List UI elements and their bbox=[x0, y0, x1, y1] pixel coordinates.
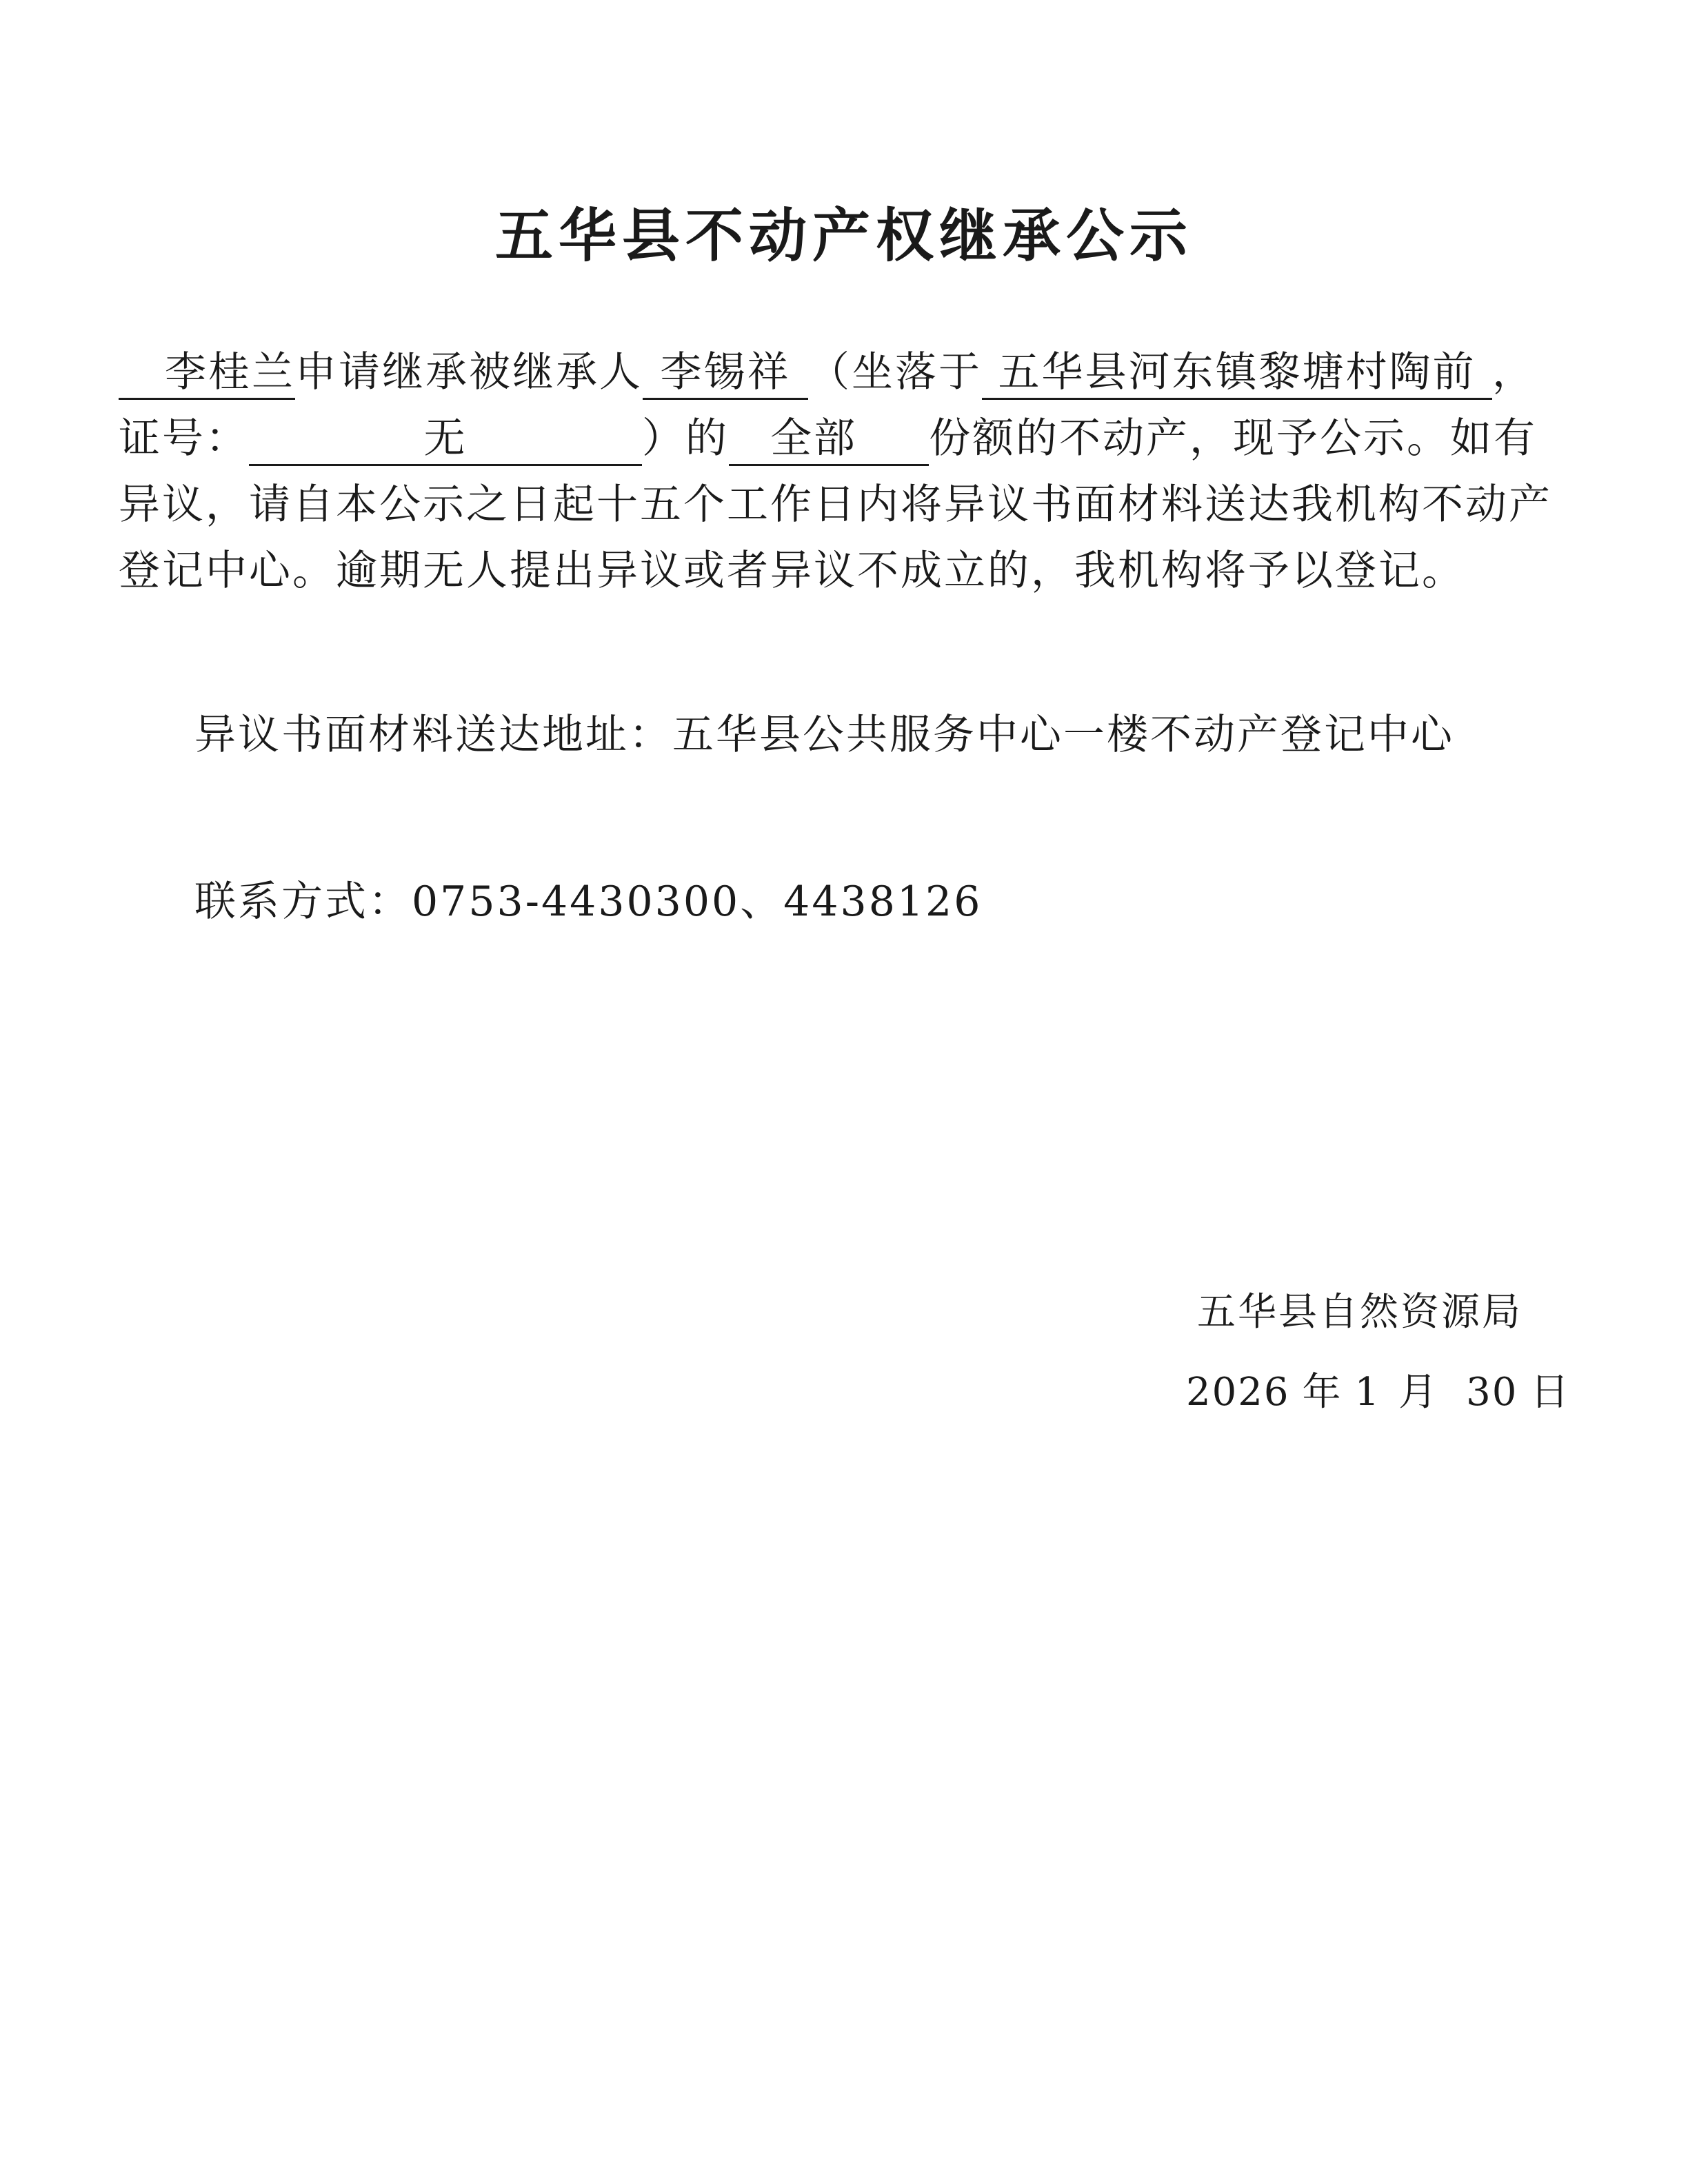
objection-address-value: 五华县公共服务中心一楼不动产登记中心 bbox=[672, 711, 1454, 759]
body-text-location-open: （坐落于 bbox=[808, 348, 982, 396]
issue-date bbox=[1186, 1365, 1570, 1420]
deceased-name: 李锡祥 bbox=[643, 347, 808, 400]
date-year-unit: 年 bbox=[1302, 1370, 1343, 1415]
date-day-unit: 日 bbox=[1530, 1370, 1571, 1415]
date-day: 30 bbox=[1466, 1370, 1518, 1415]
date-year: 2026 bbox=[1186, 1370, 1290, 1415]
date-month-unit: 月 bbox=[1398, 1370, 1439, 1415]
inheritance-share: 全部 bbox=[729, 413, 929, 466]
objection-address bbox=[194, 707, 1454, 762]
property-location: 五华县河东镇黎塘村陶前 bbox=[982, 347, 1492, 400]
body-text-of: ）的 bbox=[642, 414, 729, 463]
applicant-name: 李桂兰 bbox=[119, 347, 295, 400]
date-month: 1 bbox=[1354, 1370, 1381, 1415]
contact-info bbox=[194, 874, 982, 929]
notice-body bbox=[119, 339, 1569, 604]
page-title: 五华县不动产权继承公示 bbox=[494, 201, 1193, 270]
body-text-comma: ， bbox=[1492, 348, 1536, 396]
contact-label: 联系方式： bbox=[194, 878, 412, 926]
body-text-main: 份额的不动产，现予公示。如有异议，请自本公示之日起十五个工作日内将异议书面材料送达我机构不动产登记中心。逾期无人提出异议或者异议不成立的，我机构将予以登记。 bbox=[119, 414, 1552, 595]
issuing-authority: 五华县自然资源局 bbox=[1197, 1290, 1523, 1335]
certificate-label: 证号： bbox=[119, 414, 249, 463]
certificate-number: 无 bbox=[249, 413, 642, 466]
contact-phone: 0753-4430300、4438126 bbox=[412, 878, 983, 926]
body-text-apply: 申请继承被继承人 bbox=[295, 348, 643, 396]
objection-address-label: 异议书面材料送达地址： bbox=[194, 711, 672, 759]
